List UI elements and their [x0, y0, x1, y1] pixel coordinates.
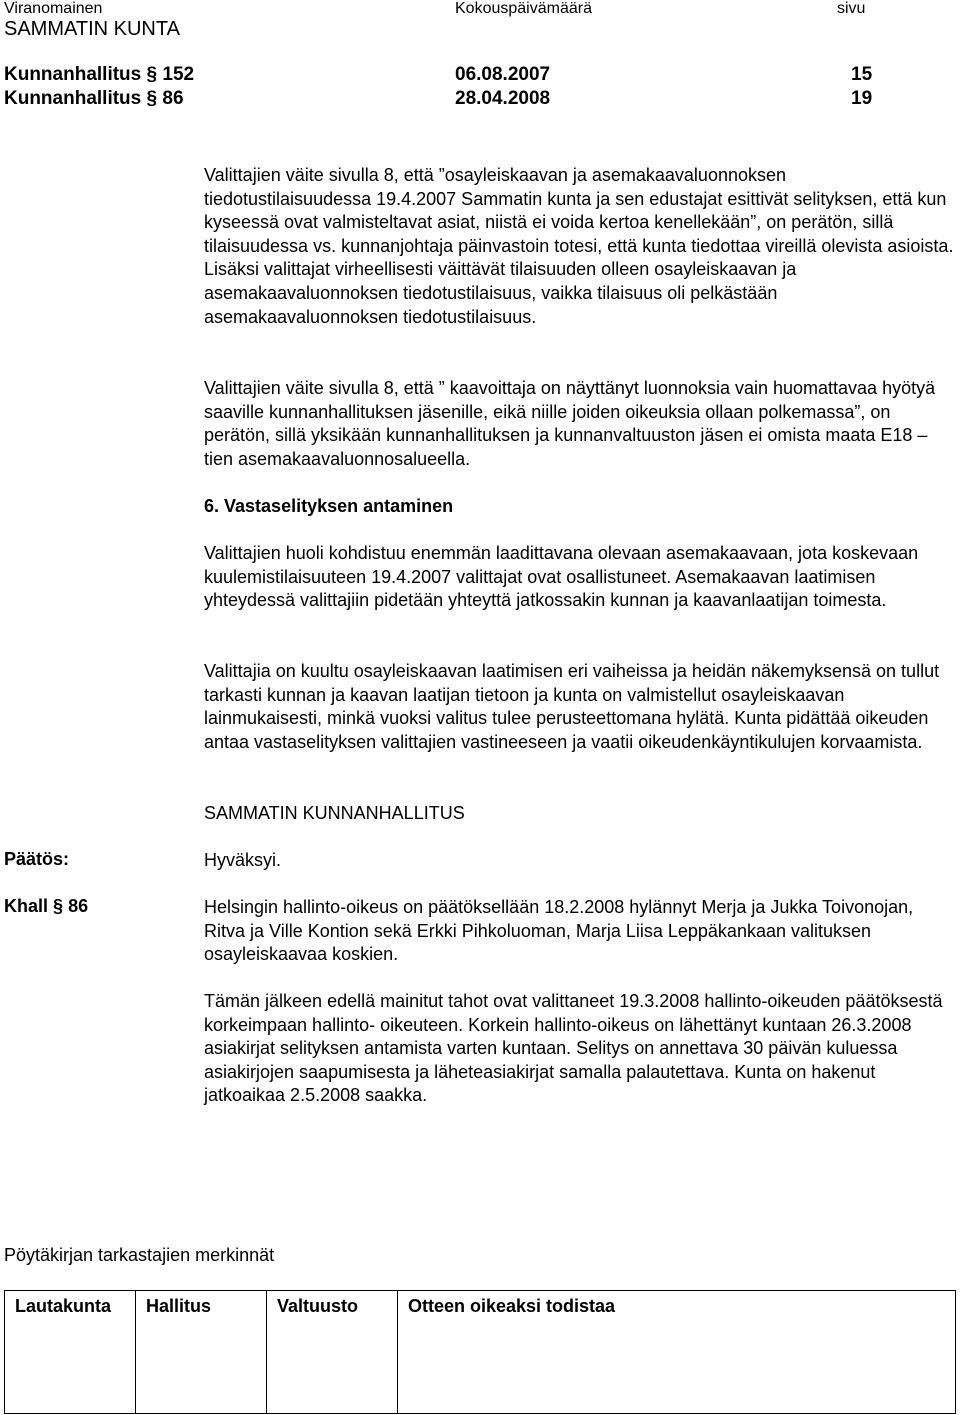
meeting-date-1: 06.08.2007 — [455, 64, 551, 85]
header-page-label: sivu — [837, 0, 866, 17]
paragraph-4 — [204, 660, 954, 754]
section-sign-icon: § — [53, 896, 64, 916]
paragraph-text: Tämän jälkeen edellä mainitut tahot ovat valittaneet 19.3.2008 hallinto-oikeuden päätöksestä korkeimpaan hallinto- oikeuteen. Korkein hallinto-oikeus on lähettänyt kuntaan 26.3.2008 asiakirjat selityksen antamista varten kuntaan. Selitys on annettava 30 päivän kuluessa asiakirjojen saapumisesta ja läheteasiakirjat samalla palautettava. Kunta on hakenut jatkoaikaa 2.5.2008 saakka. — [204, 991, 943, 1106]
paragraph-3 — [204, 542, 954, 613]
header-authority-label: Viranomainen — [4, 0, 103, 17]
organization-name: SAMMATIN KUNTA — [4, 18, 180, 40]
paragraph-text: Valittajia on kuultu osayleiskaavan laatimisen eri vaiheissa ja heidän näkemyksensä on tullut tarkasti kunnan ja kaavan laatijan tietoon ja kunta on valmistellut osayleiskaavan lainmukaisesti, minkä vuoksi valitus tulee perusteettomana hylätä. Kunta pidättää oikeuden antaa vastaselityksen valittajien vastineeseen ja vaatii oikeudenkäyntikulujen korvaamista. — [204, 661, 940, 752]
footer-cell-council: Valtuusto — [267, 1291, 398, 1414]
section-sign-icon: § — [146, 88, 158, 109]
footer-cell-board: Lautakunta — [5, 1291, 136, 1414]
footer-title: Pöytäkirjan tarkastajien merkinnät — [4, 1245, 275, 1265]
meeting-date-2: 28.04.2008 — [455, 88, 551, 109]
paragraph-text: Helsingin hallinto-oikeus on päätöksellään 18.2.2008 hylännyt Merja ja Jukka Toivonojan, Ritva ja Ville Kontion sekä Erkki Pihkoluoman, Marja Liisa Leppäkankaan valituksen osayleiskaavaa koskien. — [204, 897, 914, 965]
paragraph-text: Valittajien väite sivulla 8, että ”osayleiskaavan ja asemakaavaluonnoksen tiedotustilaisuudessa 19.4.2007 Sammatin kunta ja sen edustajat esittivät selityksen, että kun kyseessä ovat valmisteltavat asiat, niistä ei voida kertoa kenellekään”, on perätön, sillä tilaisuudessa vs. kunnanjohtaja päinvastoin totesi, että kunta tiedottaa vireillä olevista asioista. Lisäksi valittajat virheellisesti väittävät tilaisuuden olleen osayleiskaavan ja asemakaavaluonnoksen tiedotustilaisuus, vaikka tilaisuus oli pelkästään asemakaavaluonnoksen tiedotustilaisuus. — [204, 165, 954, 327]
meeting-body: Kunnanhallitus — [4, 88, 142, 109]
section-sign-icon: § — [146, 64, 158, 85]
footer-cell-certified-copy: Otteen oikeaksi todistaa — [398, 1291, 956, 1414]
decision-label: Päätös: — [4, 849, 70, 869]
khall-label-text: Khall — [4, 896, 49, 916]
paragraph-text: Valittajien väite sivulla 8, että ” kaavoittaja on näyttänyt luonnoksia vain huomattavaa hyötyä saaville kunnanhallituksen jäsenille, eikä niille joiden oikeuksia ollaan polkemassa”, on perätön, sillä yksikään kunnanhallituksen ja kunnanvaltuuston jäsen ei omista maata E18 –tien asemakaavaluonnosalueella. — [204, 378, 936, 469]
paragraph-5 — [204, 896, 954, 967]
decision-text: Hyväksyi. — [204, 850, 282, 870]
section-heading-6: 6. Vastaselityksen antaminen — [204, 496, 454, 516]
khall-section: 86 — [68, 896, 89, 916]
meeting-line-1 — [4, 64, 194, 86]
paragraph-text: Valittajien huoli kohdistuu enemmän laadittavana olevaan asemakaavaan, jota koskevaan kuulemistilaisuuteen 19.4.2007 valittajat ovat osallistuneet. Asemakaavan laatimisen yhteydessä valittajiin pidetään yhteyttä jatkossakin kunnan ja kaavanlaatijan toimesta. — [204, 543, 919, 611]
paragraph-2 — [204, 377, 954, 471]
signature-line: SAMMATIN KUNNANHALLITUS — [204, 803, 465, 823]
meeting-line-2 — [4, 88, 184, 110]
meeting-body: Kunnanhallitus — [4, 64, 142, 85]
khall-label — [4, 896, 88, 917]
footer-cell-government: Hallitus — [136, 1291, 267, 1414]
header-meeting-date-label: Kokouspäivämäärä — [455, 0, 592, 17]
footer-signature-table — [4, 1290, 956, 1414]
paragraph-6 — [204, 990, 954, 1108]
meeting-section: 152 — [162, 64, 195, 85]
paragraph-1 — [204, 164, 954, 329]
meeting-section: 86 — [162, 88, 184, 109]
meeting-page-2: 19 — [851, 88, 873, 109]
meeting-page-1: 15 — [851, 64, 873, 85]
